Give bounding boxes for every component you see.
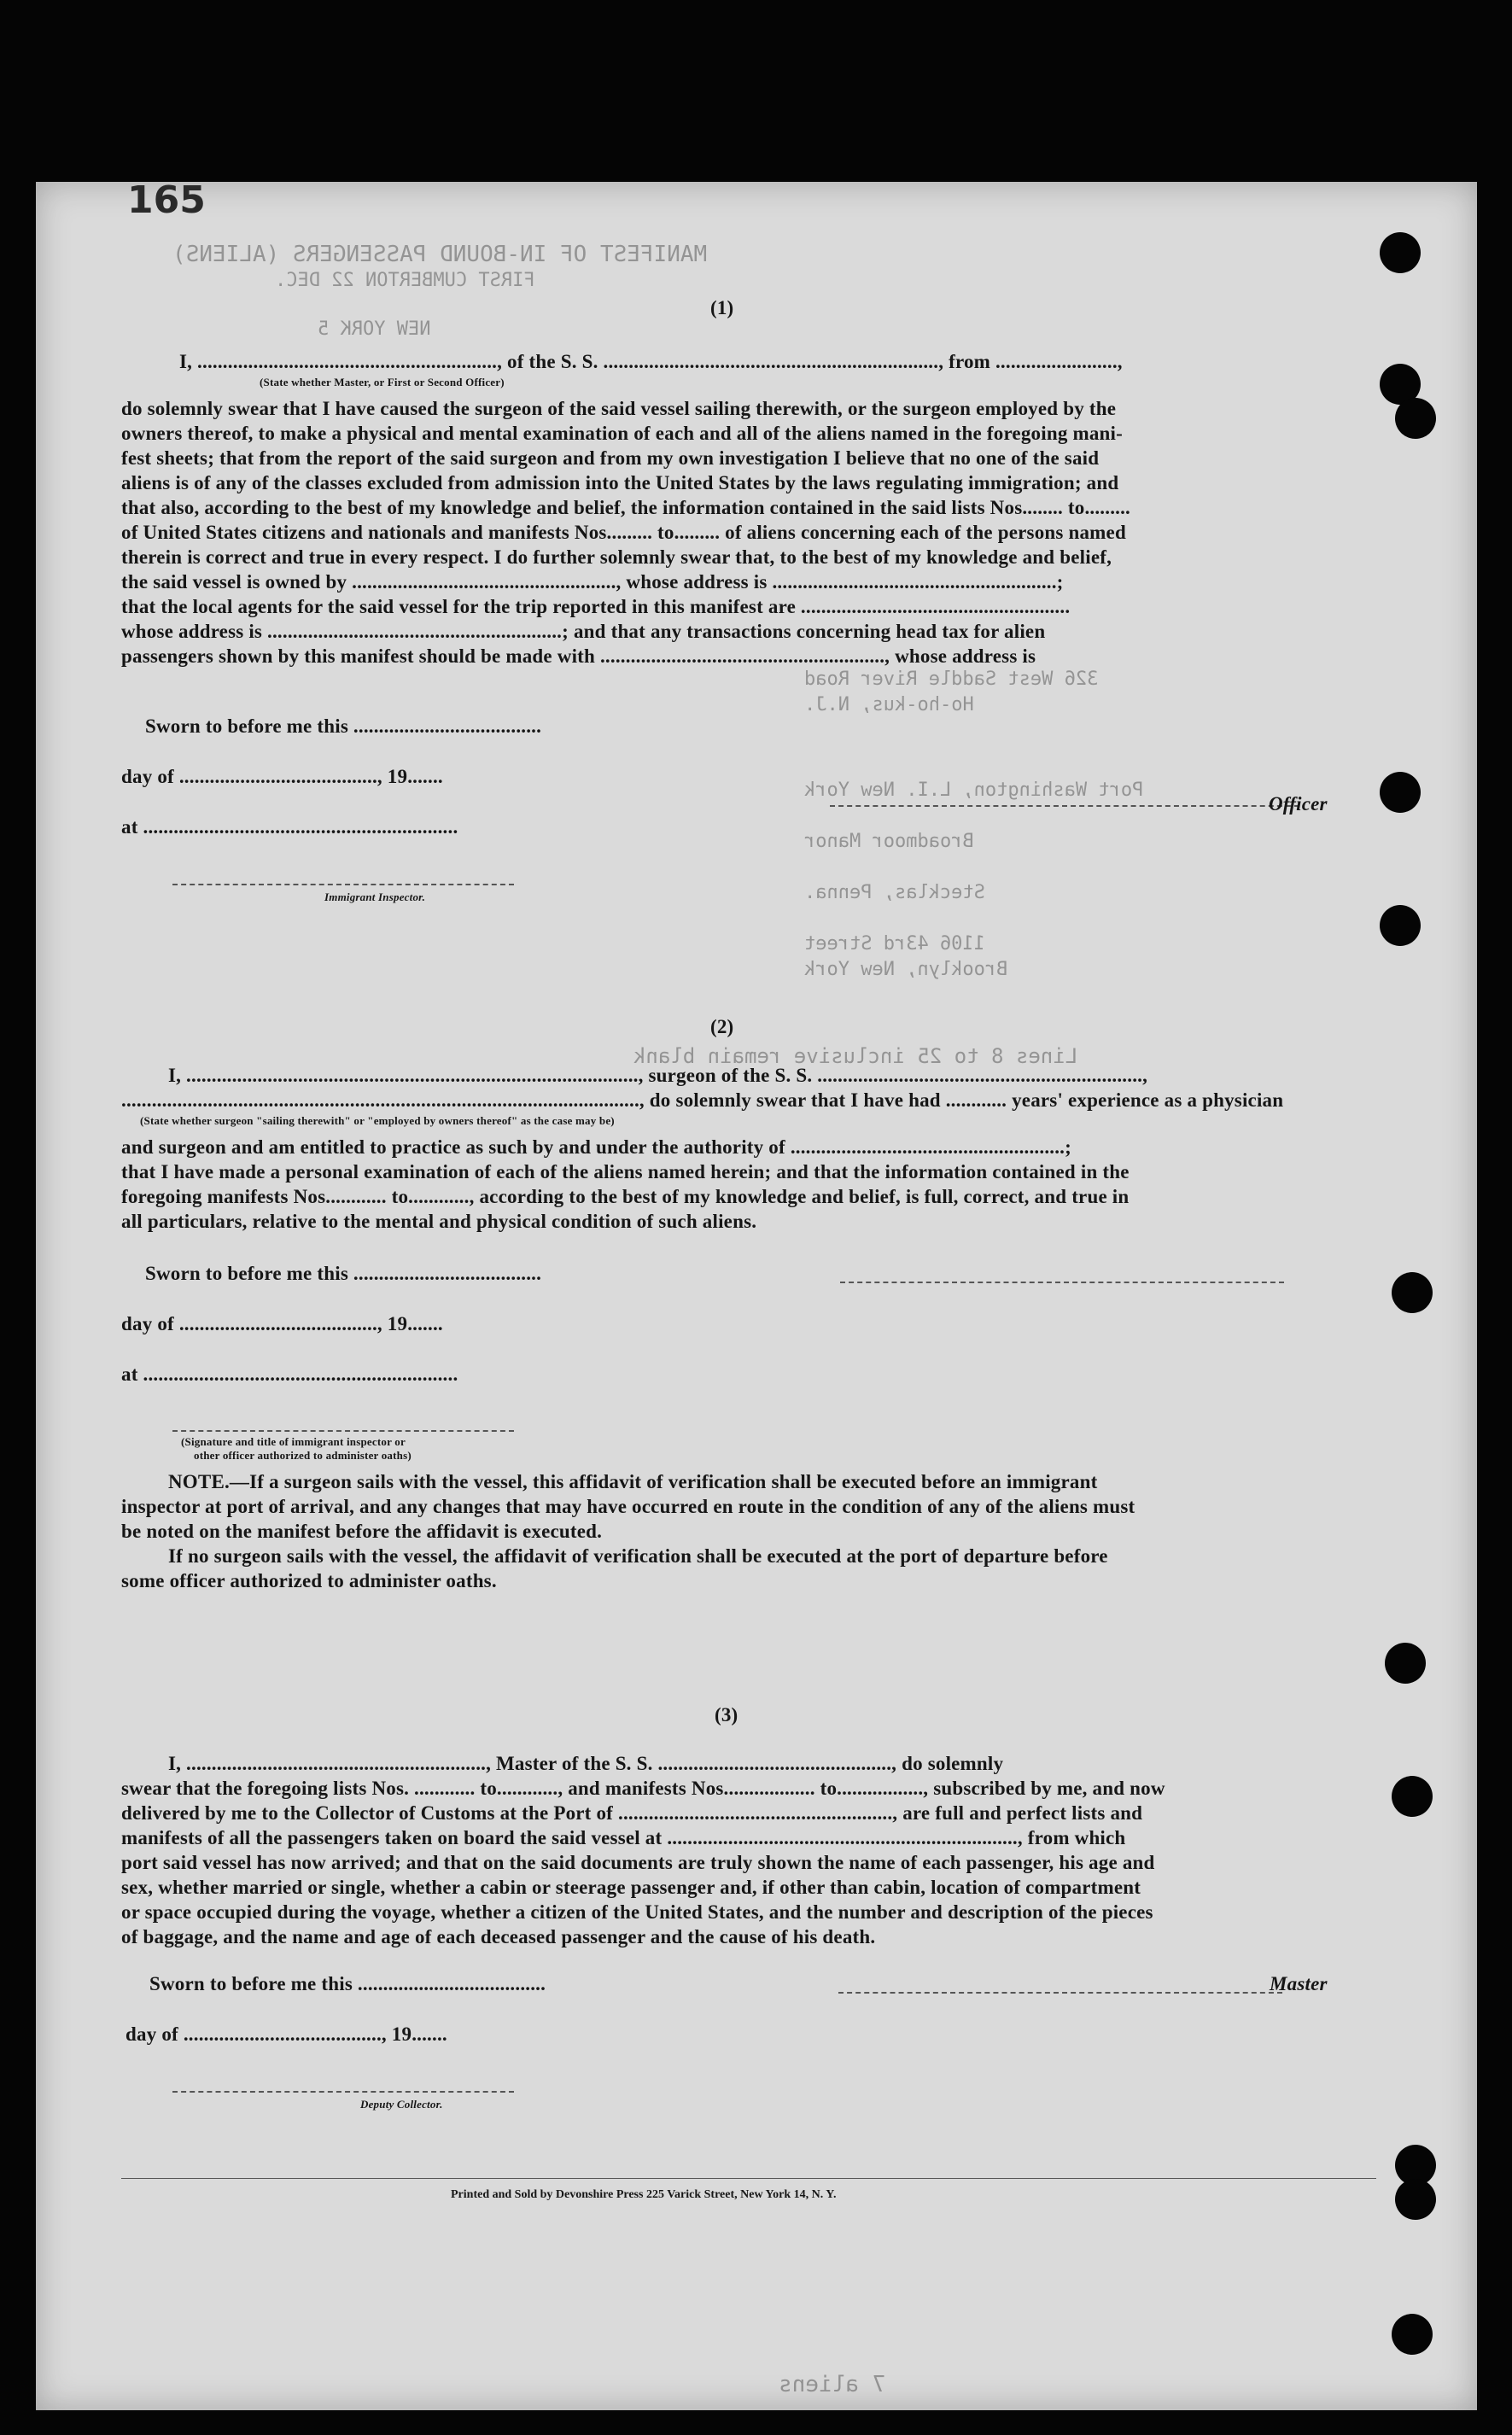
section-2-sworn: Sworn to before me this .....................................	[145, 1263, 542, 1284]
note-paragraph-line: be noted on the manifest before the affidavit is executed.	[121, 1521, 603, 1542]
section-2-body-line: and surgeon and am entitled to practice as such by and under the authority of ......................................................;	[121, 1136, 1071, 1158]
binder-hole	[1392, 1776, 1433, 1817]
immigrant-inspector-label: Immigrant Inspector.	[324, 890, 426, 903]
section-3-body-line: I, ..........................................................., Master of the S. S. .............................................., do solemnly	[168, 1753, 1004, 1774]
bleed-through-line: 7 aliens	[779, 2372, 886, 2397]
section-1-body-line: that also, according to the best of my knowledge and belief, the information contained in the said lists Nos........ to.........	[121, 497, 1131, 518]
note-paragraph-line: some officer authorized to administer oaths.	[121, 1570, 497, 1591]
section-3-day: day of ......................................., 19.......	[126, 2023, 447, 2045]
section-3-number: (3)	[715, 1704, 738, 1726]
section-2-note: (State whether surgeon "sailing therewith" or "employed by owners thereof" as the case may be)	[140, 1114, 615, 1127]
surgeon-signature-line	[840, 1282, 1284, 1283]
section-1-body-line: therein is correct and true in every respect. I do further solemnly swear that, to the best of my knowledge and belief,	[121, 546, 1112, 568]
binder-hole	[1380, 232, 1421, 273]
section-3-body-line: port said vessel has now arrived; and that on the said documents are truly shown the name of each passenger, his age and	[121, 1852, 1155, 1873]
bleed-through-line: MANIFEST OF IN-BOUND PASSENGERS (ALIENS)	[172, 242, 708, 267]
section-1-body-line: do solemnly swear that I have caused the surgeon of the said vessel sailing therewith, or the surgeon employed by the	[121, 398, 1117, 419]
section-3-body-line: of baggage, and the name and age of each deceased passenger and the cause of his death.	[121, 1926, 876, 1947]
bleed-through-line: Port Washington, L.I. New York	[804, 780, 1144, 801]
section-1-body-line: aliens is of any of the classes excluded from admission into the United States by the laws regulating immigration; and	[121, 472, 1119, 493]
section-2-body-line: foregoing manifests Nos............ to............, according to the best of my knowledge and belief, is full, correct, and true in	[121, 1186, 1130, 1207]
printer-imprint: Printed and Sold by Devonshire Press 225 Varick Street, New York 14, N. Y.	[451, 2188, 837, 2201]
manifest-page	[36, 178, 1477, 2410]
section-2-day: day of ......................................., 19.......	[121, 1313, 443, 1334]
section-3-body-line: or space occupied during the voyage, whether a citizen of the United States, and the number and description of the pieces	[121, 1901, 1153, 1923]
master-label: Master	[1270, 1973, 1328, 1994]
bleed-through-line: 326 West Saddle River Road	[804, 669, 1099, 690]
inspector-signature-line	[172, 884, 514, 885]
section-1-body-line: of United States citizens and nationals and manifests Nos......... to......... of aliens concerning each of the persons named	[121, 522, 1126, 543]
section-1-day: day of ......................................., 19.......	[121, 766, 443, 787]
officer-label: Officer	[1269, 793, 1328, 815]
binder-hole	[1392, 1272, 1433, 1313]
section-1-body-line: fest sheets; that from the report of the said surgeon and from my own investigation I believe that no one of the said	[121, 447, 1100, 469]
section-1-at: at ..............................................................	[121, 816, 458, 838]
signature-note: (Signature and title of immigrant inspector or	[181, 1435, 406, 1448]
section-2-at: at ..............................................................	[121, 1363, 458, 1385]
deputy-collector-label: Deputy Collector.	[360, 2098, 443, 2111]
officer-oath-signature-line	[172, 1430, 514, 1432]
section-1-body-line: whose address is ..........................................................; and that any transactions concerning head tax for alien	[121, 621, 1046, 642]
section-2-body-line: that I have made a personal examination of each of the aliens named herein; and that the information contained in the	[121, 1161, 1130, 1182]
section-1-header-line: I, ..........................................................., of the S. S. .................................................................., from ........................,	[179, 351, 1123, 372]
bleed-through-line: Stecklas, Penna.	[804, 882, 985, 903]
section-1-header-note: (State whether Master, or First or Second Officer)	[260, 376, 505, 388]
section-1-body-line: owners thereof, to make a physical and mental examination of each and all of the aliens named in the foregoing mani-	[121, 423, 1123, 444]
section-1-body-line: passengers shown by this manifest should be made with ........................................................, whose address is	[121, 645, 1036, 667]
section-1-sworn: Sworn to before me this .....................................	[145, 715, 542, 737]
note-paragraph-line: inspector at port of arrival, and any changes that may have occurred en route in the condition of any of the aliens must	[121, 1496, 1135, 1517]
binder-hole	[1380, 905, 1421, 946]
binder-hole	[1380, 772, 1421, 813]
section-3-body-line: sex, whether married or single, whether a cabin or steerage passenger and, if other than cabin, location of compartment	[121, 1877, 1141, 1898]
bleed-through-line: NEW YORK 5	[318, 318, 431, 340]
collector-signature-line	[172, 2091, 514, 2093]
section-3-body-line: manifests of all the passengers taken on board the said vessel at ....................................................................., from which	[121, 1827, 1126, 1848]
section-2-line: I, ........................................................................................., surgeon of the S. S. ................................................................,	[168, 1065, 1148, 1086]
handwritten-page-number: 165	[127, 178, 206, 222]
signature-note: other officer authorized to administer oaths)	[194, 1449, 412, 1462]
section-3-sworn: Sworn to before me this .....................................	[149, 1973, 546, 1994]
footer-rule	[121, 2178, 1376, 2179]
bleed-through-line: Brooklyn, New York	[804, 959, 1008, 980]
section-2-number: (2)	[710, 1016, 734, 1037]
section-3-body-line: swear that the foregoing lists Nos. ............ to............, and manifests Nos.................. to................., subscribed by me, and now	[121, 1778, 1165, 1799]
bleed-through-line: 1106 43rd Street	[804, 933, 985, 955]
section-2-line: ......................................................................................................, do solemnly swear that I have had ............ years' experience as a physician	[121, 1089, 1284, 1111]
bleed-through-line: Lines 8 to 25 inclusive remain blank	[633, 1044, 1078, 1068]
binder-hole	[1395, 2179, 1436, 2220]
section-1-body-line: the said vessel is owned by ...................................................., whose address is ........................................................;	[121, 571, 1064, 593]
binder-hole	[1395, 398, 1436, 439]
note-paragraph-line: NOTE.—If a surgeon sails with the vessel, this affidavit of verification shall be executed before an immigrant	[168, 1471, 1098, 1492]
section-1-number: (1)	[710, 297, 734, 318]
bleed-through-line: FIRST CUMBERTON 22 DEC.	[275, 270, 535, 291]
binder-hole	[1392, 2314, 1433, 2355]
bleed-through-line: Broadmoor Manor	[804, 831, 974, 852]
section-2-body-line: all particulars, relative to the mental and physical condition of such aliens.	[121, 1211, 757, 1232]
note-paragraph-line: If no surgeon sails with the vessel, the affidavit of verification shall be executed at the port of departure before	[168, 1545, 1108, 1567]
section-1-body-line: that the local agents for the said vessel for the trip reported in this manifest are .....................................................	[121, 596, 1071, 617]
binder-hole	[1385, 1643, 1426, 1684]
officer-signature-line	[830, 805, 1299, 807]
section-3-body-line: delivered by me to the Collector of Customs at the Port of ......................................................, are full and perfect lists and	[121, 1802, 1143, 1824]
bleed-through-line: Ho-ho-kus, N.J.	[804, 694, 974, 715]
master-signature-line	[838, 1992, 1282, 1994]
